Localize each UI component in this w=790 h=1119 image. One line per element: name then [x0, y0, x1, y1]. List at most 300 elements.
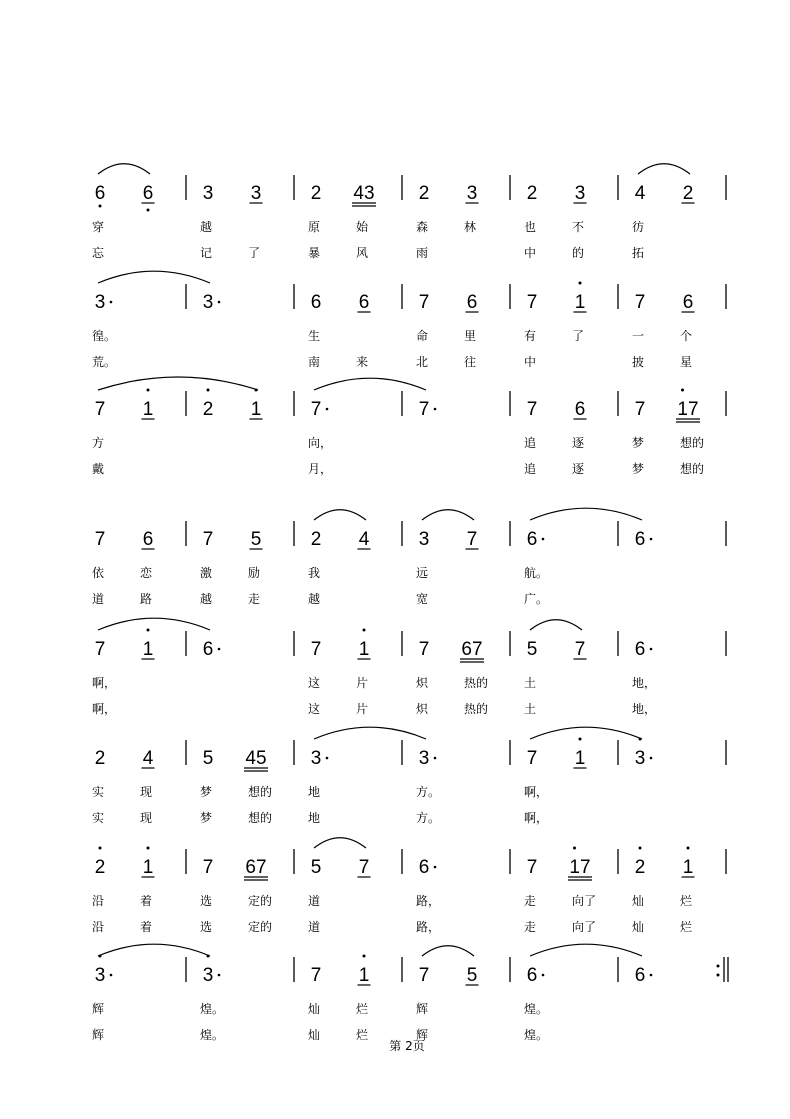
lyric-syllable: 走: [248, 592, 261, 606]
note: 2: [202, 399, 214, 420]
lyric-syllable: 炽: [416, 702, 429, 716]
slur: [98, 944, 210, 956]
lyric-syllable: 辉: [92, 1002, 105, 1016]
slur: [98, 271, 210, 283]
lyric-syllable: 烂: [356, 1002, 369, 1016]
note: 6: [574, 399, 586, 420]
lyric-syllable: 的: [572, 246, 585, 260]
lyric-syllable: 方。: [416, 785, 441, 799]
lyric-syllable: 实: [92, 785, 105, 799]
lyric-syllable: 原: [308, 220, 321, 234]
note: 7: [202, 529, 214, 550]
octave-dot-above: [687, 847, 690, 850]
octave-dot-above: [147, 847, 150, 850]
lyric-syllable: 炽: [416, 676, 429, 690]
lyric-syllable: 灿: [308, 1002, 321, 1016]
octave-dot-above: [573, 847, 576, 850]
note: 6: [526, 529, 538, 550]
lyric-syllable: 追: [524, 436, 537, 450]
note: 4: [358, 529, 370, 550]
note: 6: [466, 292, 478, 313]
lyric-syllable: 森: [416, 220, 429, 234]
measure: [419, 399, 437, 420]
slur: [530, 620, 582, 630]
note: 2: [310, 183, 322, 204]
lyric-line-1: [92, 565, 548, 580]
measure: [95, 292, 113, 313]
lyric-syllable: 越: [200, 592, 213, 606]
note: 5: [202, 748, 214, 769]
lyric-syllable: 煌。: [200, 1028, 225, 1042]
augmentation-dot: [434, 757, 437, 760]
lyric-syllable: 地: [308, 811, 321, 825]
measure: [419, 857, 437, 878]
slur: [530, 727, 642, 739]
octave-dot-above: [99, 847, 102, 850]
slur: [314, 510, 366, 520]
lyric-syllable: 定的: [248, 920, 273, 934]
slur: [314, 378, 426, 390]
lyric-syllable: 梦: [200, 785, 213, 799]
measure: [203, 748, 268, 771]
lyric-syllable: 北: [416, 355, 429, 369]
note: 6: [634, 639, 646, 660]
note: 3: [94, 965, 106, 986]
lyric-syllable: 向了: [572, 894, 597, 908]
lyric-syllable: 道: [92, 592, 105, 606]
score-row-6: [92, 727, 726, 825]
measure: [203, 639, 221, 660]
lyric-syllable: 啊，: [524, 811, 549, 825]
measure: [311, 529, 371, 550]
lyric-syllable: 广。: [524, 592, 549, 606]
octave-dot-above: [363, 629, 366, 632]
lyric-syllable: 向了: [572, 920, 597, 934]
lyric-syllable: 方: [92, 436, 105, 450]
lyric-syllable: 个: [680, 329, 693, 343]
measure: [203, 292, 221, 313]
note: 1: [682, 857, 694, 878]
lyric-syllable: 依: [92, 566, 105, 580]
note: 43: [353, 183, 375, 204]
measure: [527, 847, 592, 881]
note: 1: [574, 292, 586, 313]
lyric-syllable: 不: [572, 220, 585, 234]
lyric-syllable: 有: [524, 329, 537, 343]
note: 2: [94, 857, 106, 878]
note: 3: [634, 748, 646, 769]
lyric-syllable: 记: [200, 246, 213, 260]
lyric-syllable: 越: [308, 592, 321, 606]
note: 3: [418, 529, 430, 550]
lyric-syllable: 始: [356, 220, 369, 234]
lyric-syllable: 现: [140, 785, 153, 799]
lyric-syllable: 了: [572, 329, 585, 343]
note: 2: [310, 529, 322, 550]
note: 67: [461, 639, 483, 660]
measure: [95, 847, 155, 879]
lyric-syllable: 里: [464, 329, 477, 343]
note: 7: [526, 292, 538, 313]
score-row-3: [92, 377, 726, 476]
lyric-syllable: 徨。: [92, 329, 117, 343]
augmentation-dot: [218, 301, 221, 304]
lyric-line-1: [92, 675, 656, 690]
augmentation-dot: [650, 757, 653, 760]
measure: [419, 748, 437, 769]
lyric-syllable: 煌。: [524, 1028, 549, 1042]
lyric-syllable: 彷: [632, 220, 645, 234]
octave-dot-above: [579, 282, 582, 285]
note: 6: [142, 183, 154, 204]
lyric-syllable: 选: [200, 920, 213, 934]
lyric-syllable: 梦: [200, 811, 213, 825]
score-row-8: [92, 944, 728, 1042]
lyric-syllable: 路: [140, 592, 153, 606]
measure: [95, 529, 155, 550]
lyric-syllable: 烂: [680, 920, 693, 934]
slur: [530, 944, 642, 956]
note: 1: [142, 857, 154, 878]
lyric-syllable: 想的: [248, 785, 273, 799]
measure: [419, 529, 479, 550]
lyric-syllable: 命: [416, 329, 429, 343]
note: 7: [310, 965, 322, 986]
lyric-syllable: 地，: [632, 702, 657, 716]
augmentation-dot: [434, 408, 437, 411]
note: 6: [310, 292, 322, 313]
lyric-line-2: [92, 461, 704, 476]
score-row-5: [92, 618, 726, 716]
measure: [95, 389, 155, 421]
measure: [527, 965, 545, 986]
measure: [95, 748, 155, 769]
measure: [203, 183, 263, 204]
note: 2: [418, 183, 430, 204]
lyric-syllable: 梦: [632, 462, 645, 476]
measure: [311, 955, 371, 987]
lyric-syllable: 现: [140, 811, 153, 825]
lyric-syllable: 烂: [680, 894, 693, 908]
lyric-syllable: 土: [524, 702, 537, 716]
note: 5: [526, 639, 538, 660]
lyric-syllable: 暴: [308, 246, 321, 260]
lyric-syllable: 灿: [632, 894, 645, 908]
slur: [314, 838, 366, 848]
note: 3: [574, 183, 586, 204]
measure: [527, 529, 545, 550]
note: 6: [418, 857, 430, 878]
measure: [203, 389, 263, 421]
lyric-syllable: 实: [92, 811, 105, 825]
measure: [527, 639, 587, 660]
measure: [419, 965, 479, 986]
measure: [635, 965, 653, 986]
lyric-syllable: 煌。: [200, 1002, 225, 1016]
augmentation-dot: [434, 866, 437, 869]
lyric-syllable: 拓: [632, 246, 645, 260]
lyric-syllable: 这: [308, 676, 321, 690]
note: 7: [526, 748, 538, 769]
measure: [311, 292, 371, 313]
lyric-syllable: 我: [308, 566, 321, 580]
lyric-syllable: 片: [356, 676, 369, 690]
lyric-syllable: 南: [308, 355, 321, 369]
measure: [203, 955, 221, 987]
augmentation-dot: [326, 408, 329, 411]
lyric-line-1: [92, 893, 692, 908]
lyric-syllable: 恋: [140, 566, 153, 580]
augmentation-dot: [650, 974, 653, 977]
slur: [530, 508, 642, 520]
lyric-syllable: 辉: [92, 1028, 105, 1042]
lyric-syllable: 往: [464, 355, 477, 369]
lyric-syllable: 路，: [416, 894, 441, 908]
note: 6: [682, 292, 694, 313]
note: 7: [202, 857, 214, 878]
lyric-syllable: 追: [524, 462, 537, 476]
note: 7: [526, 399, 538, 420]
lyric-syllable: 向，: [308, 436, 333, 450]
lyric-syllable: 越: [200, 220, 213, 234]
lyric-syllable: 也: [524, 220, 537, 234]
note: 1: [250, 399, 262, 420]
note: 7: [634, 292, 646, 313]
repeat-dot: [717, 974, 720, 977]
measure: [527, 282, 587, 314]
measure: [635, 738, 653, 770]
note: 7: [310, 639, 322, 660]
lyric-syllable: 想的: [248, 811, 273, 825]
lyric-syllable: 梦: [632, 436, 645, 450]
augmentation-dot: [542, 538, 545, 541]
lyric-syllable: 着: [140, 894, 153, 908]
lyric-syllable: 中: [524, 246, 537, 260]
augmentation-dot: [650, 648, 653, 651]
measure: [419, 292, 479, 313]
lyric-syllable: 啊，: [92, 702, 117, 716]
slur: [314, 727, 426, 739]
augmentation-dot: [218, 648, 221, 651]
note: 7: [418, 292, 430, 313]
note: 6: [202, 639, 214, 660]
measure: [635, 529, 653, 550]
lyric-syllable: 沿: [92, 894, 105, 908]
lyric-syllable: 煌。: [524, 1002, 549, 1016]
note: 3: [202, 183, 214, 204]
measure: [419, 639, 484, 662]
note: 3: [94, 292, 106, 313]
lyric-line-1: [92, 219, 644, 234]
lyric-syllable: 披: [632, 355, 645, 369]
lyric-syllable: 地，: [632, 676, 657, 690]
note: 3: [310, 748, 322, 769]
slur: [98, 164, 150, 174]
lyric-syllable: 片: [356, 702, 369, 716]
augmentation-dot: [542, 974, 545, 977]
lyric-syllable: 穿: [92, 220, 105, 234]
lyric-line-2: [92, 919, 692, 934]
lyric-syllable: 月，: [308, 462, 333, 476]
note: 6: [634, 965, 646, 986]
lyric-line-2: [92, 1027, 548, 1042]
slur: [98, 377, 258, 390]
octave-dot-above: [147, 629, 150, 632]
measure: [311, 183, 376, 206]
note: 5: [466, 965, 478, 986]
lyric-syllable: 了: [248, 246, 261, 260]
note: 7: [574, 639, 586, 660]
note: 2: [94, 748, 106, 769]
lyric-syllable: 林: [464, 220, 477, 234]
note: 1: [574, 748, 586, 769]
note: 3: [250, 183, 262, 204]
measure: [95, 629, 155, 661]
octave-dot-above: [639, 847, 642, 850]
slur: [98, 618, 210, 630]
note: 7: [418, 639, 430, 660]
slur: [422, 510, 474, 520]
note: 6: [358, 292, 370, 313]
score-row-7: [92, 838, 726, 934]
measure: [527, 183, 587, 204]
note: 4: [634, 183, 646, 204]
lyric-syllable: 一: [632, 329, 645, 343]
note: 7: [94, 399, 106, 420]
note: 6: [526, 965, 538, 986]
note: 1: [358, 639, 370, 660]
octave-dot-above: [147, 389, 150, 392]
note: 5: [250, 529, 262, 550]
measure: [419, 183, 479, 204]
note: 7: [94, 639, 106, 660]
slur: [422, 946, 474, 956]
lyric-line-1: [92, 435, 704, 450]
note: 7: [526, 857, 538, 878]
lyric-line-1: [92, 784, 548, 799]
lyric-syllable: 风: [356, 246, 369, 260]
page-number: 第 2页: [389, 1039, 425, 1053]
lyric-syllable: 忘: [92, 246, 105, 260]
note: 2: [682, 183, 694, 204]
repeat-dot: [717, 965, 720, 968]
lyric-syllable: 生: [308, 329, 321, 343]
lyric-syllable: 着: [140, 920, 153, 934]
note: 4: [142, 748, 154, 769]
measure: [527, 738, 587, 770]
note: 6: [94, 183, 106, 204]
lyric-syllable: 热的: [464, 676, 489, 690]
lyric-line-1: [92, 328, 692, 343]
lyric-syllable: 地: [308, 785, 321, 799]
measure: [311, 629, 371, 661]
lyric-syllable: 烂: [356, 1028, 369, 1042]
augmentation-dot: [110, 974, 113, 977]
note: 3: [202, 965, 214, 986]
augmentation-dot: [650, 538, 653, 541]
lyric-syllable: 沿: [92, 920, 105, 934]
lyric-syllable: 想的: [680, 436, 705, 450]
note: 7: [634, 399, 646, 420]
measure: [635, 389, 700, 423]
lyric-syllable: 戴: [92, 462, 105, 476]
measure: [635, 847, 695, 879]
lyric-line-2: [92, 810, 548, 825]
lyric-syllable: 定的: [248, 894, 273, 908]
note: 3: [418, 748, 430, 769]
octave-dot-above: [363, 955, 366, 958]
lyric-syllable: 激: [200, 566, 213, 580]
note: 45: [245, 748, 267, 769]
note: 3: [202, 292, 214, 313]
lyric-line-2: [92, 354, 692, 369]
measure: [203, 857, 268, 880]
lyric-syllable: 热的: [464, 702, 489, 716]
measure: [635, 183, 695, 204]
lyric-syllable: 逐: [572, 436, 585, 450]
note: 5: [310, 857, 322, 878]
lyric-syllable: 走: [524, 894, 537, 908]
measure: [635, 292, 695, 313]
octave-dot-below: [99, 205, 102, 208]
measure: [95, 183, 155, 212]
note: 7: [310, 399, 322, 420]
augmentation-dot: [218, 974, 221, 977]
slur: [638, 164, 690, 174]
lyric-syllable: 励: [248, 566, 261, 580]
measure: [527, 399, 587, 420]
lyric-syllable: 辉: [416, 1002, 429, 1016]
lyric-line-2: [92, 245, 644, 260]
note: 1: [142, 639, 154, 660]
note: 7: [418, 399, 430, 420]
octave-dot-above: [681, 389, 684, 392]
augmentation-dot: [326, 757, 329, 760]
octave-dot-below: [147, 209, 150, 212]
score-row-4: [92, 508, 726, 606]
lyric-syllable: 中: [524, 355, 537, 369]
measure: [203, 529, 263, 550]
note: 3: [466, 183, 478, 204]
lyric-line-2: [92, 701, 656, 716]
lyric-syllable: 荒。: [92, 355, 117, 369]
lyric-syllable: 方。: [416, 811, 441, 825]
lyric-syllable: 星: [680, 355, 693, 369]
lyric-syllable: 逐: [572, 462, 585, 476]
lyric-syllable: 啊，: [92, 676, 117, 690]
lyric-syllable: 灿: [632, 920, 645, 934]
measure: [311, 857, 371, 878]
octave-dot-above: [207, 389, 210, 392]
lyric-syllable: 啊，: [524, 785, 549, 799]
note: 6: [634, 529, 646, 550]
note: 67: [245, 857, 267, 878]
note: 2: [526, 183, 538, 204]
lyric-line-1: [92, 1001, 548, 1016]
note: 17: [569, 857, 591, 878]
note: 1: [358, 965, 370, 986]
lyric-syllable: 走: [524, 920, 537, 934]
score-row-2: [92, 271, 726, 369]
measure: [635, 639, 653, 660]
lyric-syllable: 辉: [416, 1028, 429, 1042]
lyric-syllable: 远: [416, 566, 429, 580]
note: 7: [358, 857, 370, 878]
note: 6: [142, 529, 154, 550]
lyric-syllable: 路，: [416, 920, 441, 934]
lyric-syllable: 道: [308, 894, 321, 908]
lyric-syllable: 道: [308, 920, 321, 934]
